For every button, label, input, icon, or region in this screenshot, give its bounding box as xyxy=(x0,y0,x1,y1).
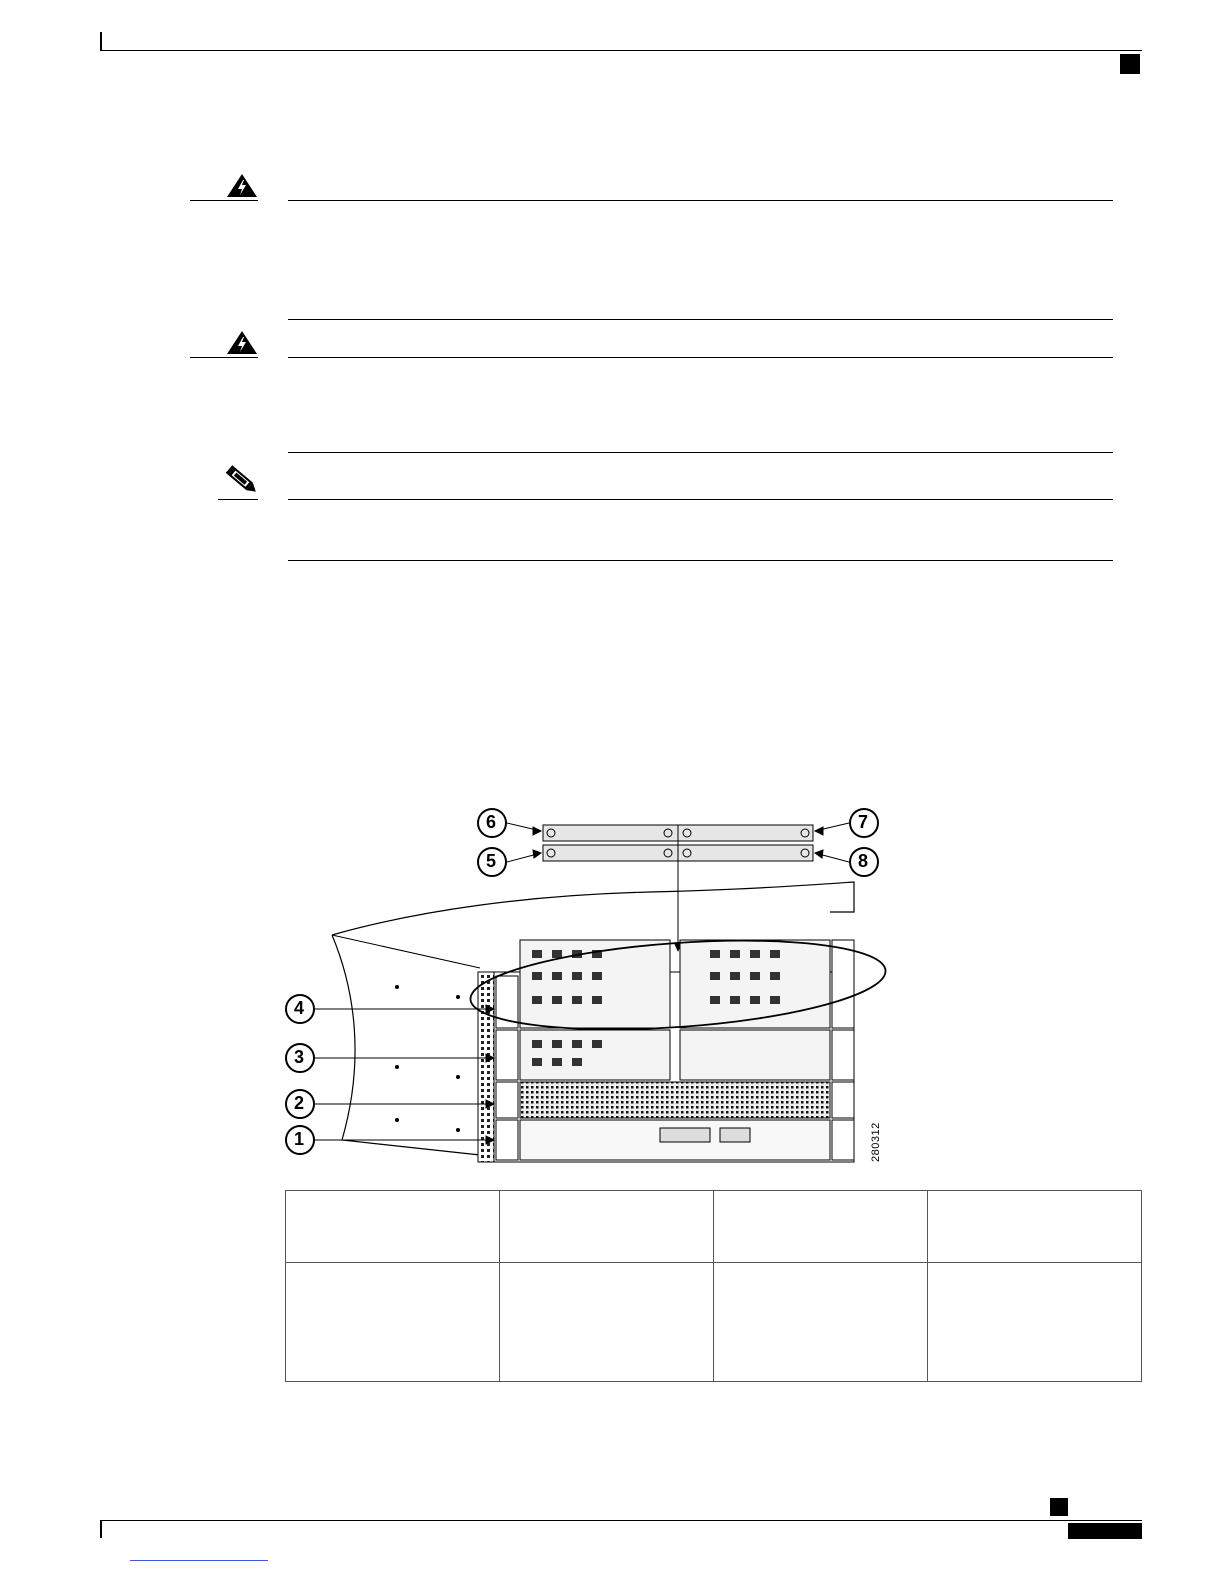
callout-6: 6 xyxy=(486,812,497,832)
table-cell xyxy=(286,1191,500,1263)
table-cell xyxy=(500,1191,714,1263)
warning-2-icon-underline xyxy=(190,357,258,358)
pencil-note-icon xyxy=(222,462,262,498)
warning-lightning-icon xyxy=(225,173,259,199)
footer-rule xyxy=(100,1520,1142,1521)
footer-page-tab xyxy=(1068,1523,1142,1539)
warning-1-top-rule xyxy=(288,200,1113,201)
callout-3: 3 xyxy=(294,1047,305,1067)
callout-1: 1 xyxy=(294,1129,305,1149)
footer-link-underline[interactable] xyxy=(130,1560,268,1561)
header-square-marker xyxy=(1120,54,1140,74)
header-left-tick xyxy=(100,32,102,50)
table-cell xyxy=(714,1191,928,1263)
warning-2-top-rule xyxy=(288,357,1113,358)
note-bottom-rule xyxy=(288,560,1113,561)
footer-left-tick xyxy=(100,1520,102,1538)
table-cell xyxy=(714,1263,928,1382)
table-cell xyxy=(286,1263,500,1382)
header-rule xyxy=(100,50,1142,51)
table-cell xyxy=(928,1191,1142,1263)
warning-1-bottom-rule xyxy=(288,319,1113,320)
footer-square-marker xyxy=(1050,1498,1068,1516)
table-cell xyxy=(500,1263,714,1382)
warning-1-icon-underline xyxy=(190,200,258,201)
note-top-rule xyxy=(288,499,1113,500)
warning-lightning-icon xyxy=(225,330,259,356)
callout-4: 4 xyxy=(294,998,305,1018)
table-cell xyxy=(928,1263,1142,1382)
figure-number: 280312 xyxy=(870,1122,882,1162)
callout-table xyxy=(285,1190,1142,1382)
note-icon-underline xyxy=(218,499,258,500)
callout-5: 5 xyxy=(486,851,497,871)
callout-7: 7 xyxy=(858,812,869,832)
callout-8: 8 xyxy=(858,851,869,871)
warning-2-bottom-rule xyxy=(288,452,1113,453)
callout-2: 2 xyxy=(294,1093,305,1113)
